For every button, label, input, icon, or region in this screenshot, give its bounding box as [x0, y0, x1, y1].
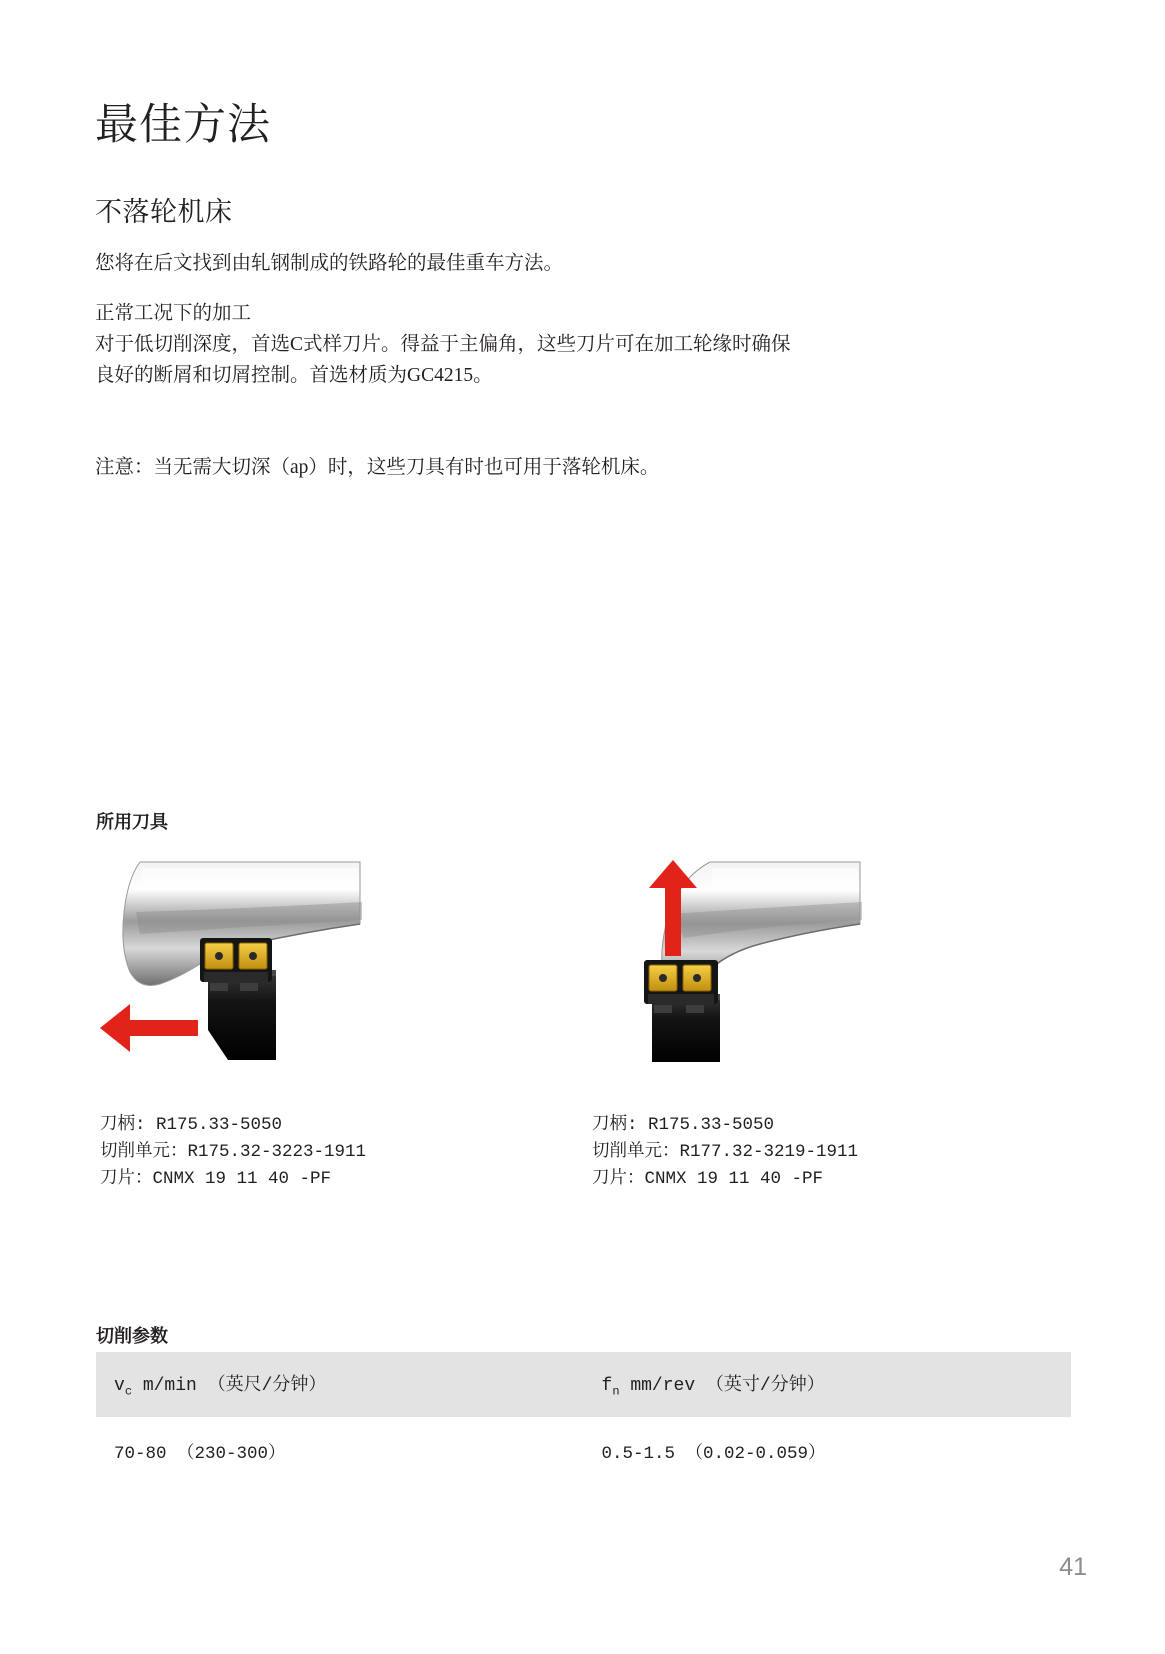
cell-cutting-speed: 70-80 （230-300） [96, 1417, 584, 1486]
header-fn-prefix: f [601, 1376, 613, 1396]
cutting-parameters-table [96, 1352, 1071, 1486]
machining-paragraph [95, 298, 915, 391]
tool-left-caption [100, 1112, 366, 1193]
clamp-detail-1 [654, 1005, 672, 1013]
tool-illustration-left [100, 852, 520, 1092]
header-vc-prefix: v [114, 1376, 125, 1396]
header-vc-rest: m/min （英尺/分钟） [132, 1376, 327, 1396]
tool-left-holder: 刀柄: R175.33-5050 [100, 1115, 283, 1135]
page-number: 41 [1059, 1553, 1087, 1581]
table-header-row [96, 1352, 1071, 1417]
machining-line-1: 正常工况下的加工 [95, 303, 252, 324]
note-paragraph: 注意：当无需大切深（ap）时，这些刀具有时也可用于落轮机床。 [95, 456, 660, 478]
tool-right-cutting-unit: 切削单元：R177.32-3219-1911 [592, 1142, 859, 1162]
insert-screw-2 [693, 974, 701, 982]
tool-left-insert: 刀片：CNMX 19 11 40 -PF [100, 1169, 332, 1189]
tool-right-holder: 刀柄: R175.33-5050 [592, 1115, 775, 1135]
tool-right-insert: 刀片：CNMX 19 11 40 -PF [592, 1169, 824, 1189]
tool-right-graphic [600, 852, 1020, 1092]
header-vc-sub: c [124, 1384, 133, 1399]
params-section-label: 切削参数 [96, 1326, 168, 1346]
page-title: 最佳方法 [95, 101, 271, 149]
clamp-block [648, 994, 714, 1004]
table-row [96, 1417, 1071, 1486]
insert-screw-2 [249, 952, 257, 960]
header-feed-rate [584, 1352, 1072, 1417]
page-subtitle: 不落轮机床 [95, 197, 233, 228]
clamp-block [204, 972, 268, 982]
clamp-detail-2 [240, 983, 258, 991]
wheel-highlight [712, 868, 858, 886]
cell-feed-rate: 0.5-1.5 （0.02-0.059） [584, 1417, 1072, 1486]
wheel-highlight [140, 868, 358, 886]
machining-line-3: 良好的断屑和切屑控制。首选材质为GC4215。 [95, 365, 493, 386]
tools-section-label: 所用刀具 [96, 812, 168, 832]
tool-illustration-right [600, 852, 1020, 1092]
tool-left-cutting-unit: 切削单元：R175.32-3223-1911 [100, 1142, 367, 1162]
header-fn-rest: mm/rev （英寸/分钟） [619, 1376, 825, 1396]
tool-left-graphic [100, 852, 520, 1092]
tool-right-caption [592, 1112, 858, 1193]
header-fn-sub: n [612, 1384, 620, 1399]
clamp-detail-1 [210, 983, 228, 991]
tool-shank [652, 994, 720, 1062]
header-cutting-speed [96, 1352, 584, 1417]
feed-arrow-left-icon [100, 1004, 198, 1052]
machining-line-2: 对于低切削深度，首选C式样刀片。得益于主偏角，这些刀片可在加工轮缘时确保 [95, 334, 791, 355]
intro-paragraph: 您将在后文找到由轧钢制成的铁路轮的最佳重车方法。 [95, 252, 564, 274]
clamp-detail-2 [686, 1005, 704, 1013]
insert-screw-1 [215, 952, 223, 960]
insert-screw-1 [659, 974, 667, 982]
